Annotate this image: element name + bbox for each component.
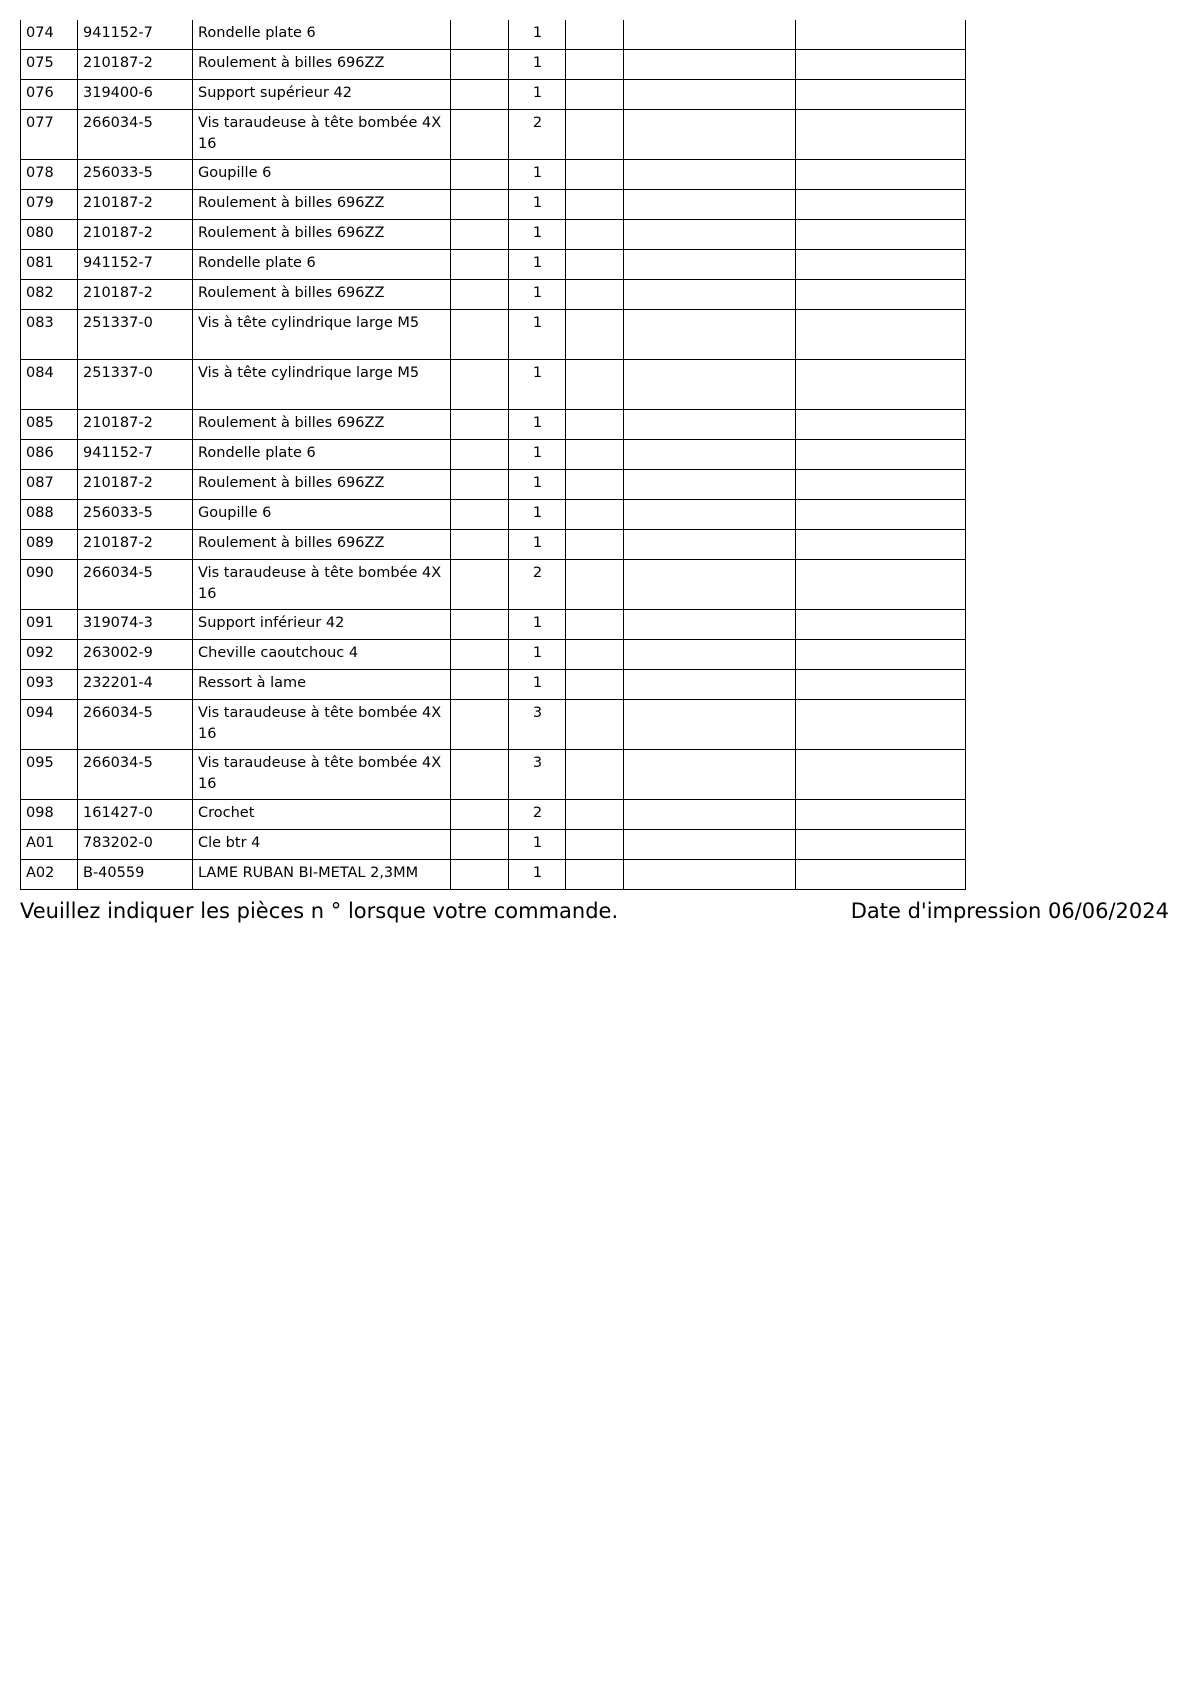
empty-cell [451,110,509,160]
reference-cell: 783202-0 [78,830,193,860]
empty-cell [624,750,796,800]
empty-cell [796,110,966,160]
empty-cell [796,360,966,410]
reference-cell: 210187-2 [78,190,193,220]
table-row [21,220,966,250]
part-number-cell: 086 [21,440,78,470]
quantity-cell: 1 [509,530,566,560]
quantity-cell: 1 [509,860,566,890]
quantity-cell: 1 [509,50,566,80]
description-cell: Rondelle plate 6 [193,440,451,470]
quantity-cell: 1 [509,830,566,860]
part-number-cell: 080 [21,220,78,250]
reference-cell: 941152-7 [78,250,193,280]
part-number-cell: 082 [21,280,78,310]
empty-cell [624,670,796,700]
empty-cell [624,860,796,890]
empty-cell [566,20,624,50]
print-date: Date d'impression 06/06/2024 [850,899,1169,923]
empty-cell [624,470,796,500]
part-number-cell: 089 [21,530,78,560]
part-number-cell: 095 [21,750,78,800]
empty-cell [796,610,966,640]
empty-cell [566,110,624,160]
empty-cell [451,360,509,410]
part-number-cell: 079 [21,190,78,220]
description-cell: Cle btr 4 [193,830,451,860]
empty-cell [566,410,624,440]
empty-cell [451,220,509,250]
description-cell: Vis à tête cylindrique large M5 [193,310,451,360]
part-number-cell: A02 [21,860,78,890]
table-row [21,640,966,670]
empty-cell [624,830,796,860]
table-row [21,860,966,890]
empty-cell [796,700,966,750]
reference-cell: 263002-9 [78,640,193,670]
empty-cell [796,500,966,530]
empty-cell [624,800,796,830]
empty-cell [796,280,966,310]
reference-cell: 941152-7 [78,20,193,50]
empty-cell [451,440,509,470]
description-cell: Goupille 6 [193,160,451,190]
part-number-cell: 078 [21,160,78,190]
empty-cell [451,500,509,530]
part-number-cell: A01 [21,830,78,860]
description-cell: Support inférieur 42 [193,610,451,640]
empty-cell [624,640,796,670]
quantity-cell: 1 [509,500,566,530]
part-number-cell: 084 [21,360,78,410]
empty-cell [566,250,624,280]
empty-cell [451,20,509,50]
empty-cell [451,80,509,110]
table-row [21,470,966,500]
description-cell: Roulement à billes 696ZZ [193,190,451,220]
part-number-cell: 074 [21,20,78,50]
empty-cell [796,830,966,860]
empty-cell [566,160,624,190]
reference-cell: 210187-2 [78,50,193,80]
empty-cell [796,190,966,220]
quantity-cell: 1 [509,610,566,640]
empty-cell [451,310,509,360]
table-row [21,500,966,530]
empty-cell [624,50,796,80]
quantity-cell: 3 [509,700,566,750]
empty-cell [451,530,509,560]
empty-cell [796,800,966,830]
reference-cell: 161427-0 [78,800,193,830]
reference-cell: 210187-2 [78,470,193,500]
description-cell: Roulement à billes 696ZZ [193,220,451,250]
empty-cell [566,50,624,80]
table-row [21,160,966,190]
empty-cell [624,410,796,440]
empty-cell [624,360,796,410]
description-cell: Ressort à lame [193,670,451,700]
empty-cell [796,750,966,800]
table-row [21,20,966,50]
empty-cell [624,440,796,470]
empty-cell [796,50,966,80]
part-number-cell: 083 [21,310,78,360]
description-cell: Vis taraudeuse à tête bombée 4X 16 [193,560,451,610]
part-number-cell: 075 [21,50,78,80]
description-cell: LAME RUBAN BI-METAL 2,3MM [193,860,451,890]
reference-cell: 266034-5 [78,110,193,160]
table-row [21,800,966,830]
empty-cell [451,560,509,610]
quantity-cell: 2 [509,800,566,830]
empty-cell [566,670,624,700]
table-row [21,440,966,470]
reference-cell: B-40559 [78,860,193,890]
table-row [21,190,966,220]
empty-cell [566,530,624,560]
part-number-cell: 077 [21,110,78,160]
reference-cell: 210187-2 [78,410,193,440]
description-cell: Crochet [193,800,451,830]
part-number-cell: 091 [21,610,78,640]
empty-cell [451,280,509,310]
quantity-cell: 1 [509,220,566,250]
quantity-cell: 1 [509,160,566,190]
empty-cell [624,190,796,220]
reference-cell: 266034-5 [78,700,193,750]
empty-cell [451,750,509,800]
empty-cell [796,530,966,560]
empty-cell [566,830,624,860]
empty-cell [451,410,509,440]
empty-cell [624,220,796,250]
empty-cell [624,250,796,280]
empty-cell [566,440,624,470]
quantity-cell: 1 [509,280,566,310]
empty-cell [451,830,509,860]
empty-cell [451,610,509,640]
empty-cell [796,860,966,890]
table-row [21,50,966,80]
empty-cell [624,160,796,190]
quantity-cell: 1 [509,20,566,50]
table-row [21,250,966,280]
table-row [21,830,966,860]
empty-cell [624,700,796,750]
description-cell: Roulement à billes 696ZZ [193,280,451,310]
reference-cell: 319074-3 [78,610,193,640]
reference-cell: 251337-0 [78,360,193,410]
empty-cell [796,80,966,110]
table-row [21,110,966,160]
reference-cell: 256033-5 [78,500,193,530]
quantity-cell: 1 [509,440,566,470]
empty-cell [451,190,509,220]
description-cell: Roulement à billes 696ZZ [193,530,451,560]
description-cell: Roulement à billes 696ZZ [193,410,451,440]
empty-cell [624,610,796,640]
empty-cell [796,470,966,500]
reference-cell: 266034-5 [78,750,193,800]
empty-cell [796,440,966,470]
table-row [21,310,966,360]
empty-cell [796,670,966,700]
quantity-cell: 1 [509,640,566,670]
empty-cell [624,560,796,610]
reference-cell: 210187-2 [78,280,193,310]
empty-cell [566,500,624,530]
table-row [21,610,966,640]
quantity-cell: 1 [509,360,566,410]
empty-cell [796,640,966,670]
empty-cell [566,750,624,800]
empty-cell [451,470,509,500]
empty-cell [796,20,966,50]
empty-cell [566,560,624,610]
empty-cell [566,190,624,220]
reference-cell: 210187-2 [78,530,193,560]
empty-cell [796,160,966,190]
empty-cell [566,470,624,500]
empty-cell [624,310,796,360]
empty-cell [796,310,966,360]
description-cell: Goupille 6 [193,500,451,530]
empty-cell [566,610,624,640]
table-row [21,530,966,560]
part-number-cell: 094 [21,700,78,750]
description-cell: Roulement à billes 696ZZ [193,470,451,500]
quantity-cell: 1 [509,670,566,700]
part-number-cell: 098 [21,800,78,830]
quantity-cell: 1 [509,470,566,500]
empty-cell [451,860,509,890]
empty-cell [796,560,966,610]
part-number-cell: 088 [21,500,78,530]
empty-cell [566,800,624,830]
empty-cell [566,220,624,250]
quantity-cell: 1 [509,250,566,280]
quantity-cell: 2 [509,560,566,610]
table-row [21,670,966,700]
empty-cell [451,700,509,750]
empty-cell [624,500,796,530]
description-cell: Vis taraudeuse à tête bombée 4X 16 [193,700,451,750]
part-number-cell: 076 [21,80,78,110]
description-cell: Rondelle plate 6 [193,250,451,280]
reference-cell: 210187-2 [78,220,193,250]
empty-cell [624,110,796,160]
empty-cell [796,410,966,440]
empty-cell [624,80,796,110]
table-row [21,410,966,440]
table-row [21,280,966,310]
empty-cell [566,640,624,670]
footer-note: Veuillez indiquer les pièces n ° lorsque votre commande. [20,899,619,923]
reference-cell: 266034-5 [78,560,193,610]
empty-cell [796,220,966,250]
part-number-cell: 090 [21,560,78,610]
empty-cell [566,80,624,110]
reference-cell: 232201-4 [78,670,193,700]
part-number-cell: 081 [21,250,78,280]
empty-cell [566,310,624,360]
quantity-cell: 1 [509,80,566,110]
reference-cell: 941152-7 [78,440,193,470]
empty-cell [451,50,509,80]
description-cell: Vis taraudeuse à tête bombée 4X 16 [193,750,451,800]
empty-cell [796,250,966,280]
parts-table [20,20,966,890]
empty-cell [451,250,509,280]
description-cell: Support supérieur 42 [193,80,451,110]
empty-cell [566,360,624,410]
empty-cell [566,860,624,890]
parts-table-body [21,20,966,890]
empty-cell [451,670,509,700]
reference-cell: 319400-6 [78,80,193,110]
part-number-cell: 085 [21,410,78,440]
description-cell: Rondelle plate 6 [193,20,451,50]
part-number-cell: 093 [21,670,78,700]
empty-cell [451,160,509,190]
description-cell: Vis taraudeuse à tête bombée 4X 16 [193,110,451,160]
table-row [21,750,966,800]
quantity-cell: 1 [509,310,566,360]
table-row [21,700,966,750]
table-row [21,360,966,410]
table-row [21,560,966,610]
description-cell: Cheville caoutchouc 4 [193,640,451,670]
empty-cell [451,800,509,830]
part-number-cell: 087 [21,470,78,500]
quantity-cell: 3 [509,750,566,800]
quantity-cell: 2 [509,110,566,160]
quantity-cell: 1 [509,190,566,220]
reference-cell: 256033-5 [78,160,193,190]
empty-cell [624,280,796,310]
empty-cell [566,700,624,750]
description-cell: Vis à tête cylindrique large M5 [193,360,451,410]
empty-cell [451,640,509,670]
description-cell: Roulement à billes 696ZZ [193,50,451,80]
quantity-cell: 1 [509,410,566,440]
table-row [21,80,966,110]
reference-cell: 251337-0 [78,310,193,360]
empty-cell [624,530,796,560]
empty-cell [624,20,796,50]
part-number-cell: 092 [21,640,78,670]
empty-cell [566,280,624,310]
